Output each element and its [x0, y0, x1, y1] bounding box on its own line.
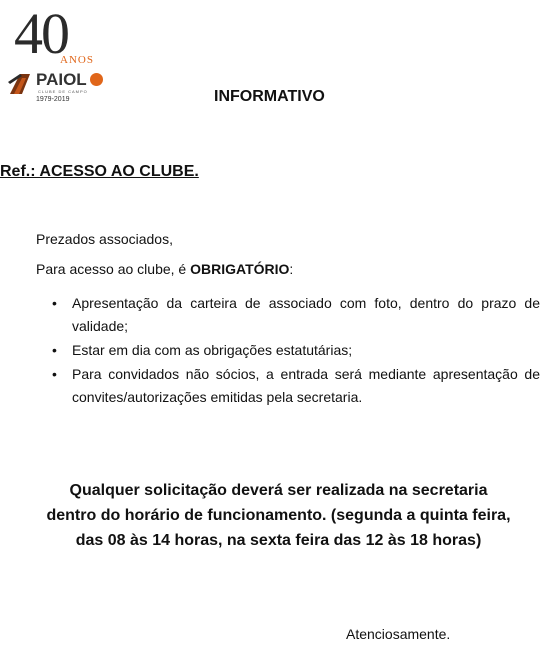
bullet-icon: • — [52, 342, 57, 358]
logo-anniversary-number: 40 — [14, 1, 68, 66]
greeting: Prezados associados, — [36, 231, 173, 247]
list-item — [52, 292, 540, 338]
bullet-icon: • — [52, 366, 57, 382]
requirements-list — [52, 292, 540, 410]
notice-line: das 08 às 14 horas, na sexta feira das 12 às 18 horas) — [75, 532, 482, 549]
list-item-text: Estar em dia com as obrigações estatutárias; — [72, 342, 353, 358]
bullet-icon: • — [52, 295, 57, 311]
closing-signoff: Atenciosamente. — [346, 626, 451, 642]
logo-years: 1979-2019 — [36, 96, 70, 103]
list-item-text: Apresentação da carteira de associado com foto, dentro do prazo de validade; — [72, 295, 540, 334]
list-item — [52, 363, 540, 409]
intro-line — [36, 261, 293, 277]
barn-roof-icon — [8, 70, 36, 96]
list-item-text: Para convidados não sócios, a entrada será mediante apresentação de convites/autorizações emitidas pela secretaria. — [72, 366, 540, 405]
intro-emphasis: OBRIGATÓRIO — [190, 261, 290, 277]
logo-subtitle: CLUBE DE CAMPO — [38, 89, 88, 94]
logo-brand-name: PAIOL — [36, 70, 87, 89]
intro-prefix: Para acesso ao clube, é — [36, 261, 191, 277]
club-logo — [8, 1, 108, 108]
reference-line: Ref.: ACESSO AO CLUBE. — [0, 163, 199, 180]
logo-anos-label: ANOS — [60, 54, 94, 66]
notice-line: dentro do horário de funcionamento. (segunda a quinta feira, — [46, 507, 511, 524]
logo-badge-icon — [90, 73, 103, 86]
notice-block — [0, 478, 557, 553]
list-item — [52, 339, 540, 362]
intro-suffix: : — [289, 261, 294, 277]
notice-line: Qualquer solicitação deverá ser realizada na secretaria — [69, 482, 488, 499]
document-title: INFORMATIVO — [214, 88, 325, 105]
